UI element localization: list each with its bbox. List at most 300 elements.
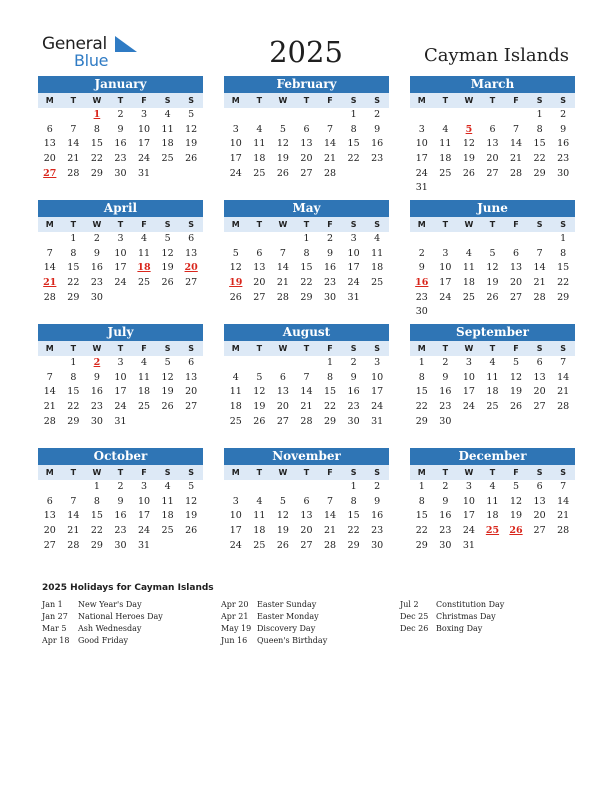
weekday-header-row bbox=[410, 465, 575, 480]
day-cell: 12 bbox=[486, 262, 499, 274]
month-title: April bbox=[38, 200, 203, 217]
holiday-date: Apr 21 bbox=[221, 612, 249, 621]
holiday-item bbox=[221, 635, 327, 647]
day-cell: 23 bbox=[323, 277, 337, 289]
day-cell: 12 bbox=[161, 371, 174, 383]
week-row bbox=[410, 261, 575, 276]
weekday-label: S bbox=[374, 468, 381, 477]
weekday-label: W bbox=[278, 468, 288, 477]
day-cell: 1 bbox=[70, 233, 77, 244]
weekday-label: M bbox=[45, 96, 54, 105]
day-cell: 1 bbox=[93, 481, 100, 492]
day-cell: 19 bbox=[185, 510, 198, 522]
day-cell bbox=[504, 181, 528, 196]
day-cell: 7 bbox=[279, 247, 286, 259]
weekday-label: W bbox=[464, 344, 474, 353]
day-cell bbox=[38, 480, 62, 495]
day-cell: 10 bbox=[229, 138, 242, 150]
day-cell: 17 bbox=[415, 153, 428, 165]
day-cell: 10 bbox=[347, 247, 360, 259]
week-row bbox=[224, 261, 389, 276]
day-cell bbox=[457, 181, 481, 196]
day-cell: 24 bbox=[439, 291, 452, 303]
day-cell: 7 bbox=[46, 371, 53, 383]
weekday-label: M bbox=[417, 96, 426, 105]
day-cell: 14 bbox=[323, 138, 337, 150]
holiday-date: Jan 1 bbox=[42, 600, 63, 609]
week-row bbox=[224, 276, 389, 291]
day-cell: 23 bbox=[114, 525, 127, 537]
day-cell: 4 bbox=[465, 247, 472, 259]
day-cell: 8 bbox=[418, 371, 425, 383]
day-cell: 1 bbox=[303, 233, 310, 244]
weekday-label: F bbox=[327, 468, 333, 477]
day-cell: 18 bbox=[486, 386, 499, 398]
day-cell: 5 bbox=[489, 247, 496, 259]
day-cell: 17 bbox=[229, 525, 242, 537]
day-cell: 7 bbox=[70, 495, 77, 507]
day-cell: 6 bbox=[303, 495, 310, 507]
weekday-label: F bbox=[327, 96, 333, 105]
weekday-label: T bbox=[117, 220, 124, 229]
week-row bbox=[38, 495, 203, 510]
day-cell: 14 bbox=[509, 138, 523, 150]
weekday-label: S bbox=[560, 96, 567, 105]
day-cell: 30 bbox=[347, 415, 360, 427]
day-cell bbox=[109, 291, 133, 306]
day-cell: 31 bbox=[415, 182, 428, 194]
day-cell: 19 bbox=[509, 510, 523, 522]
day-cell: 2 bbox=[93, 233, 100, 244]
holiday-day-cell: 18 bbox=[137, 262, 151, 274]
day-cell: 17 bbox=[114, 262, 127, 274]
weekday-label: F bbox=[141, 220, 147, 229]
weekday-label: M bbox=[417, 220, 426, 229]
weekday-label: F bbox=[513, 344, 519, 353]
day-cell: 24 bbox=[114, 401, 127, 413]
day-cell: 13 bbox=[486, 138, 499, 150]
day-cell: 19 bbox=[253, 401, 266, 413]
day-cell: 6 bbox=[188, 233, 195, 244]
day-cell: 23 bbox=[90, 277, 103, 289]
day-cell: 20 bbox=[300, 153, 313, 165]
day-cell: 26 bbox=[161, 277, 174, 289]
day-cell: 17 bbox=[137, 510, 151, 522]
weekday-label: T bbox=[256, 344, 263, 353]
day-cell bbox=[179, 291, 203, 306]
day-cell: 20 bbox=[43, 525, 56, 537]
day-cell: 14 bbox=[67, 138, 80, 150]
day-cell bbox=[156, 539, 180, 554]
week-row bbox=[38, 247, 203, 262]
day-cell: 23 bbox=[347, 401, 360, 413]
day-cell bbox=[295, 480, 319, 495]
weekday-label: W bbox=[92, 468, 102, 477]
day-cell: 18 bbox=[229, 401, 242, 413]
month-title: March bbox=[410, 76, 575, 93]
day-cell: 28 bbox=[533, 291, 546, 303]
weekday-label: S bbox=[164, 468, 171, 477]
day-cell: 22 bbox=[347, 525, 360, 537]
weekday-label: F bbox=[141, 96, 147, 105]
weekday-label: T bbox=[303, 468, 310, 477]
day-cell bbox=[318, 108, 342, 123]
weekday-label: M bbox=[417, 468, 426, 477]
day-cell: 22 bbox=[90, 153, 103, 165]
weekday-label: S bbox=[374, 344, 381, 353]
month-september bbox=[410, 324, 575, 429]
day-cell: 27 bbox=[276, 415, 289, 427]
week-row bbox=[38, 524, 203, 539]
weekday-label: T bbox=[117, 344, 124, 353]
day-cell: 23 bbox=[557, 153, 570, 165]
week-row bbox=[410, 480, 575, 495]
day-cell: 16 bbox=[557, 138, 570, 150]
day-cell: 7 bbox=[70, 123, 77, 135]
day-cell bbox=[318, 480, 342, 495]
day-cell: 2 bbox=[442, 481, 449, 492]
day-cell: 5 bbox=[232, 247, 239, 259]
day-cell: 4 bbox=[141, 357, 148, 368]
day-cell bbox=[551, 181, 575, 196]
day-cell: 7 bbox=[46, 247, 53, 259]
weekday-label: S bbox=[536, 96, 543, 105]
day-cell bbox=[179, 415, 203, 430]
day-cell: 12 bbox=[185, 123, 198, 135]
weekday-label: M bbox=[231, 468, 240, 477]
day-cell bbox=[504, 232, 528, 247]
day-cell: 9 bbox=[374, 123, 381, 135]
weekday-label: F bbox=[141, 468, 147, 477]
day-cell: 28 bbox=[67, 167, 80, 179]
country-name: Cayman Islands bbox=[424, 45, 569, 66]
day-cell bbox=[481, 415, 505, 430]
day-cell: 21 bbox=[67, 525, 80, 537]
day-cell: 4 bbox=[489, 481, 496, 492]
month-title: October bbox=[38, 448, 203, 465]
day-cell: 20 bbox=[43, 153, 56, 165]
day-cell bbox=[457, 108, 481, 123]
week-row bbox=[410, 137, 575, 152]
month-august bbox=[224, 324, 389, 429]
day-cell: 30 bbox=[415, 306, 428, 318]
month-title: February bbox=[224, 76, 389, 93]
day-cell: 20 bbox=[276, 401, 289, 413]
day-cell bbox=[179, 539, 203, 554]
day-cell: 18 bbox=[161, 138, 174, 150]
weekday-label: S bbox=[188, 344, 195, 353]
day-cell: 18 bbox=[371, 262, 384, 274]
day-cell: 2 bbox=[442, 357, 449, 368]
day-cell: 3 bbox=[232, 495, 239, 507]
weekday-label: M bbox=[45, 468, 54, 477]
day-cell: 24 bbox=[137, 525, 151, 537]
weekday-label: S bbox=[164, 96, 171, 105]
day-cell: 14 bbox=[300, 386, 313, 398]
day-cell: 23 bbox=[371, 153, 384, 165]
month-june bbox=[410, 200, 575, 320]
day-cell: 8 bbox=[70, 247, 77, 259]
day-cell bbox=[434, 181, 458, 196]
day-cell: 3 bbox=[418, 123, 425, 135]
day-cell: 13 bbox=[185, 371, 198, 383]
day-cell: 16 bbox=[439, 386, 452, 398]
day-cell: 13 bbox=[276, 386, 289, 398]
day-cell: 9 bbox=[327, 247, 334, 259]
week-row bbox=[38, 385, 203, 400]
day-cell: 20 bbox=[533, 510, 546, 522]
weekday-header-row bbox=[224, 341, 389, 356]
day-cell: 22 bbox=[415, 401, 428, 413]
day-cell: 8 bbox=[93, 495, 100, 507]
month-title: May bbox=[224, 200, 389, 217]
day-cell: 22 bbox=[347, 153, 360, 165]
day-cell: 3 bbox=[117, 357, 124, 368]
day-cell: 14 bbox=[67, 510, 80, 522]
week-row bbox=[410, 291, 575, 306]
week-row bbox=[38, 400, 203, 415]
holiday-name: National Heroes Day bbox=[78, 612, 163, 621]
day-cell: 25 bbox=[371, 277, 384, 289]
day-cell: 4 bbox=[141, 233, 148, 244]
day-cell: 22 bbox=[300, 277, 313, 289]
brand-logo bbox=[42, 34, 142, 70]
day-cell: 5 bbox=[256, 371, 263, 383]
holiday-name: Easter Monday bbox=[257, 612, 319, 621]
day-cell: 30 bbox=[439, 539, 452, 551]
day-cell: 26 bbox=[276, 167, 289, 179]
day-cell: 17 bbox=[137, 138, 151, 150]
month-title: December bbox=[410, 448, 575, 465]
day-cell: 8 bbox=[93, 123, 100, 135]
holiday-item bbox=[221, 623, 327, 635]
day-cell bbox=[481, 108, 505, 123]
week-row bbox=[410, 356, 575, 371]
day-cell: 18 bbox=[439, 153, 452, 165]
day-cell: 15 bbox=[347, 510, 360, 522]
day-cell: 21 bbox=[43, 401, 56, 413]
day-cell: 21 bbox=[67, 153, 80, 165]
day-cell: 16 bbox=[90, 262, 103, 274]
weekday-label: M bbox=[231, 220, 240, 229]
day-cell: 6 bbox=[536, 481, 543, 492]
weekday-label: T bbox=[442, 220, 449, 229]
day-cell: 8 bbox=[560, 247, 567, 259]
weekday-label: W bbox=[92, 96, 102, 105]
day-cell: 24 bbox=[229, 167, 242, 179]
weekday-label: S bbox=[164, 220, 171, 229]
day-cell: 12 bbox=[161, 247, 174, 259]
day-cell: 28 bbox=[43, 415, 56, 427]
month-title: September bbox=[410, 324, 575, 341]
week-row bbox=[410, 400, 575, 415]
day-cell: 10 bbox=[137, 495, 151, 507]
day-cell: 28 bbox=[509, 167, 523, 179]
day-cell: 2 bbox=[117, 109, 124, 120]
week-row bbox=[410, 415, 575, 430]
weekday-label: W bbox=[278, 344, 288, 353]
week-row bbox=[224, 291, 389, 306]
weekday-label: S bbox=[164, 344, 171, 353]
day-cell: 1 bbox=[560, 233, 567, 244]
weekday-label: S bbox=[188, 220, 195, 229]
day-cell: 3 bbox=[141, 109, 148, 120]
day-cell: 16 bbox=[439, 510, 452, 522]
holiday-day-cell: 26 bbox=[509, 525, 523, 537]
day-cell: 11 bbox=[161, 495, 174, 507]
day-cell: 24 bbox=[347, 277, 360, 289]
month-july bbox=[38, 324, 203, 429]
day-cell: 21 bbox=[557, 386, 570, 398]
holiday-name: New Year's Day bbox=[78, 600, 142, 609]
day-cell: 1 bbox=[350, 481, 357, 492]
week-row bbox=[410, 247, 575, 262]
day-cell: 16 bbox=[323, 262, 337, 274]
week-row bbox=[38, 167, 203, 182]
calendar-year: 2025 bbox=[269, 35, 343, 69]
day-cell: 26 bbox=[509, 401, 523, 413]
day-cell: 16 bbox=[347, 386, 360, 398]
day-cell: 11 bbox=[462, 262, 475, 274]
day-cell: 28 bbox=[276, 291, 289, 303]
day-cell: 20 bbox=[509, 277, 523, 289]
month-title: August bbox=[224, 324, 389, 341]
day-cell: 13 bbox=[300, 510, 313, 522]
day-cell: 31 bbox=[371, 415, 384, 427]
day-cell: 15 bbox=[347, 138, 360, 150]
weekday-label: T bbox=[489, 220, 496, 229]
day-cell: 13 bbox=[43, 510, 56, 522]
weekday-label: S bbox=[560, 220, 567, 229]
week-row bbox=[38, 108, 203, 123]
day-cell: 24 bbox=[114, 277, 127, 289]
day-cell: 30 bbox=[90, 291, 103, 303]
week-row bbox=[224, 247, 389, 262]
weekday-label: S bbox=[374, 96, 381, 105]
week-row bbox=[224, 356, 389, 371]
month-title: June bbox=[410, 200, 575, 217]
holiday-day-cell: 21 bbox=[43, 277, 57, 289]
day-cell bbox=[457, 232, 481, 247]
day-cell: 10 bbox=[415, 138, 428, 150]
day-cell: 16 bbox=[371, 138, 384, 150]
day-cell: 29 bbox=[347, 539, 360, 551]
day-cell bbox=[434, 232, 458, 247]
day-cell bbox=[528, 539, 552, 554]
week-row bbox=[224, 108, 389, 123]
holiday-day-cell: 2 bbox=[93, 357, 101, 368]
week-row bbox=[38, 261, 203, 276]
weekday-label: S bbox=[374, 220, 381, 229]
day-cell: 16 bbox=[114, 510, 127, 522]
day-cell: 4 bbox=[164, 109, 171, 120]
day-cell: 19 bbox=[161, 262, 174, 274]
week-row bbox=[38, 152, 203, 167]
day-cell: 27 bbox=[253, 291, 266, 303]
day-cell: 3 bbox=[350, 233, 357, 244]
weekday-label: M bbox=[231, 344, 240, 353]
day-cell bbox=[38, 232, 62, 247]
day-cell: 21 bbox=[509, 153, 523, 165]
logo-blue-text: Blue bbox=[74, 51, 109, 70]
weekday-label: T bbox=[442, 96, 449, 105]
day-cell bbox=[342, 167, 366, 182]
week-row bbox=[38, 539, 203, 554]
day-cell: 17 bbox=[347, 262, 360, 274]
week-row bbox=[410, 524, 575, 539]
day-cell: 10 bbox=[439, 262, 452, 274]
week-row bbox=[224, 167, 389, 182]
day-cell: 22 bbox=[557, 277, 570, 289]
day-cell: 26 bbox=[276, 539, 289, 551]
day-cell: 27 bbox=[185, 277, 198, 289]
logo-triangle-icon bbox=[115, 36, 137, 52]
day-cell bbox=[271, 480, 295, 495]
week-row bbox=[224, 123, 389, 138]
week-row bbox=[410, 167, 575, 182]
day-cell bbox=[457, 305, 481, 320]
day-cell bbox=[410, 108, 434, 123]
day-cell: 19 bbox=[276, 525, 289, 537]
holiday-item bbox=[42, 635, 163, 647]
day-cell: 21 bbox=[557, 510, 570, 522]
day-cell: 13 bbox=[253, 262, 266, 274]
weekday-label: F bbox=[513, 96, 519, 105]
weekday-header-row bbox=[224, 217, 389, 232]
day-cell: 30 bbox=[323, 291, 337, 303]
day-cell: 22 bbox=[533, 153, 546, 165]
month-october bbox=[38, 448, 203, 553]
weekday-label: T bbox=[256, 468, 263, 477]
holiday-date: Apr 20 bbox=[221, 600, 249, 609]
day-cell: 30 bbox=[439, 415, 452, 427]
day-cell: 19 bbox=[486, 277, 499, 289]
holiday-day-cell: 5 bbox=[465, 123, 473, 135]
day-cell bbox=[271, 356, 295, 371]
day-cell bbox=[224, 232, 248, 247]
day-cell: 23 bbox=[439, 401, 452, 413]
day-cell: 10 bbox=[137, 123, 151, 135]
day-cell: 7 bbox=[327, 123, 334, 135]
day-cell bbox=[481, 539, 505, 554]
weekday-label: S bbox=[350, 468, 357, 477]
month-february bbox=[224, 76, 389, 181]
day-cell: 9 bbox=[117, 123, 124, 135]
weekday-label: S bbox=[560, 468, 567, 477]
week-row bbox=[38, 123, 203, 138]
week-row bbox=[224, 415, 389, 430]
day-cell: 12 bbox=[276, 510, 289, 522]
day-cell: 8 bbox=[350, 123, 357, 135]
day-cell: 10 bbox=[462, 371, 475, 383]
day-cell: 1 bbox=[350, 109, 357, 120]
day-cell bbox=[365, 291, 389, 306]
day-cell: 14 bbox=[533, 262, 546, 274]
day-cell: 4 bbox=[256, 123, 263, 135]
day-cell: 5 bbox=[279, 495, 286, 507]
week-row bbox=[224, 152, 389, 167]
day-cell: 12 bbox=[509, 495, 523, 507]
day-cell: 24 bbox=[371, 401, 384, 413]
week-row bbox=[38, 291, 203, 306]
day-cell: 25 bbox=[253, 167, 266, 179]
day-cell: 31 bbox=[137, 539, 151, 551]
holiday-name: Ash Wednesday bbox=[78, 624, 142, 633]
day-cell: 29 bbox=[300, 291, 313, 303]
weekday-label: T bbox=[117, 96, 124, 105]
day-cell: 1 bbox=[418, 357, 425, 368]
day-cell: 2 bbox=[374, 481, 381, 492]
